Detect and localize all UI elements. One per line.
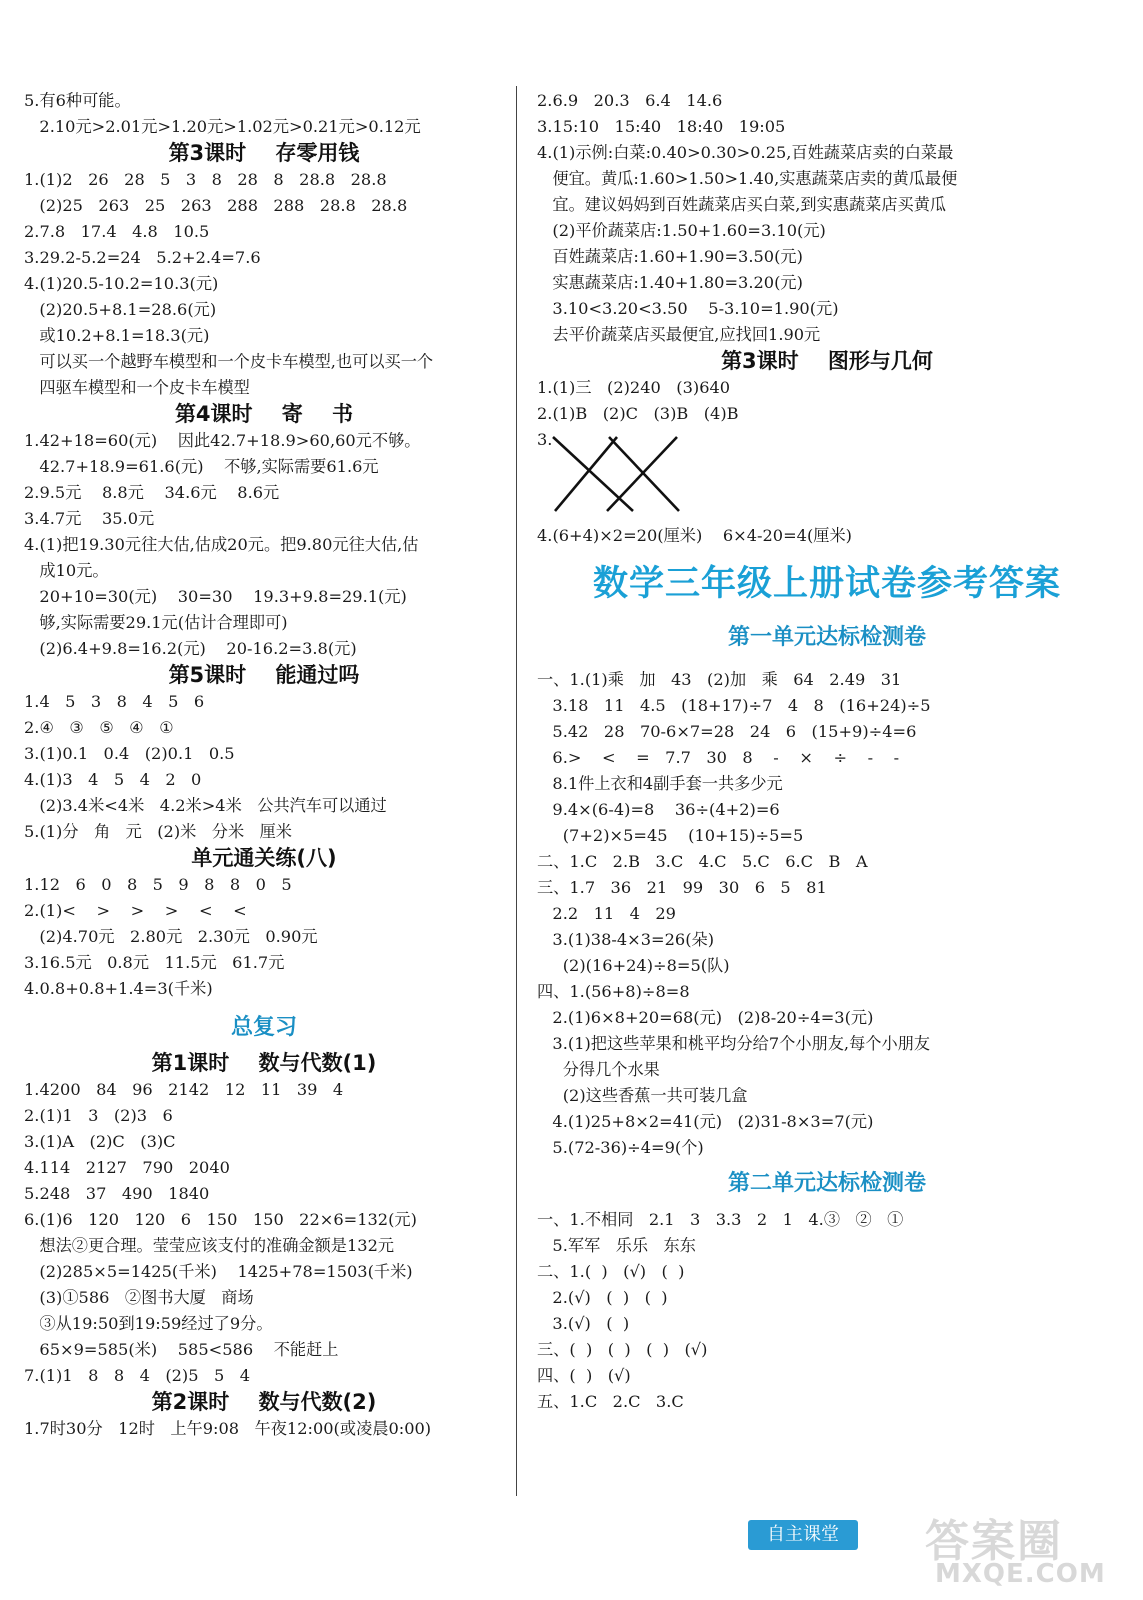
watermark-url: MXQE.COM	[935, 1559, 1106, 1589]
answer-line: 4.0.8+0.8+1.4=3(千米)	[24, 979, 213, 998]
answer-line: 或10.2+8.1=18.3(元)	[24, 326, 210, 345]
answer-line: 四、1.(56+8)÷8=8	[537, 982, 690, 1001]
answer-line: 3.(1)A (2)C (3)C	[24, 1132, 176, 1151]
answer-line: ③从19:50到19:59经过了9分。	[24, 1314, 273, 1333]
answer-line: 3.10<3.20<3.50 5-3.10=1.90(元)	[537, 299, 839, 318]
answer-line: 便宜。黄瓜:1.60>1.50>1.40,实惠蔬菜店卖的黄瓜最便	[537, 169, 958, 188]
answer-line: 8.1件上衣和4副手套一共多少元	[537, 774, 783, 793]
answer-line: 4.(1)示例:白菜:0.40>0.30>0.25,百姓蔬菜店卖的白菜最	[537, 143, 954, 162]
answer-line: (2)4.70元 2.80元 2.30元 0.90元	[24, 927, 318, 946]
answer-line: 成10元。	[24, 561, 109, 580]
answer-line: 3.(√) ( )	[537, 1314, 630, 1333]
answer-line: 5.42 28 70-6×7=28 24 6 (15+9)÷4=6	[537, 722, 917, 741]
answer-line: 2.(1)1 3 (2)3 6	[24, 1106, 173, 1125]
answer-line: 3.(1)把这些苹果和桃平均分给7个小朋友,每个小朋友	[537, 1034, 931, 1053]
answer-line: 去平价蔬菜店买最便宜,应找回1.90元	[537, 325, 821, 344]
answer-line: 3.16.5元 0.8元 11.5元 61.7元	[24, 953, 285, 972]
answer-line: (2)6.4+9.8=16.2(元) 20-16.2=3.8(元)	[24, 639, 357, 658]
lesson-heading: 第5课时 能通过吗	[168, 663, 360, 687]
answer-line: 可以买一个越野车模型和一个皮卡车模型,也可以买一个	[24, 352, 434, 371]
answer-line: 1.12 6 0 8 5 9 8 8 0 5	[24, 875, 292, 894]
answer-line: 65×9=585(米) 585<586 不能赶上	[24, 1340, 339, 1359]
answer-line: 1.(1)2 26 28 5 3 8 28 8 28.8 28.8	[24, 170, 387, 189]
answer-line: 分得几个水果	[537, 1060, 660, 1079]
answer-line: (2)285×5=1425(千米) 1425+78=1503(千米)	[24, 1262, 413, 1281]
answer-line: 4.(1)25+8×2=41(元) (2)31-8×3=7(元)	[537, 1112, 874, 1131]
answer-line: 2.9.5元 8.8元 34.6元 8.6元	[24, 483, 280, 502]
answer-line: 5.(1)分 角 元 (2)米 分米 厘米	[24, 822, 292, 841]
answer-line: 五、1.C 2.C 3.C	[537, 1392, 684, 1411]
answer-line: 1.7时30分 12时 上午9:08 午夜12:00(或凌晨0:00)	[24, 1419, 432, 1438]
answer-line: (2)平价蔬菜店:1.50+1.60=3.10(元)	[537, 221, 826, 240]
answer-line: (2)3.4米<4米 4.2米>4米 公共汽车可以通过	[24, 796, 387, 815]
watermark-logo	[925, 1505, 1135, 1595]
answer-line: 三、1.7 36 21 99 30 6 5 81	[537, 878, 827, 897]
answer-line: (2)(16+24)÷8=5(队)	[537, 956, 730, 975]
page-title: 数学三年级上册试卷参考答案	[592, 564, 1061, 604]
answer-line: 三、( ) ( ) ( ) (√)	[537, 1340, 708, 1359]
answer-line: 3.4.7元 35.0元	[24, 509, 155, 528]
lesson-heading: 第3课时 存零用钱	[168, 141, 360, 165]
answer-line: 2.10元>2.01元>1.20元>1.02元>0.21元>0.12元	[24, 117, 421, 136]
answer-line: 5.(72-36)÷4=9(个)	[537, 1138, 704, 1157]
lesson-heading: 第3课时 图形与几何	[721, 349, 933, 373]
answer-line: 3.29.2-5.2=24 5.2+2.4=7.6	[24, 248, 261, 267]
answer-line: 6.> < = 7.7 30 8 - × ÷ - -	[537, 748, 900, 767]
answer-line: 2.2 11 4 29	[537, 904, 676, 923]
cross-lines-graphic	[547, 427, 687, 523]
answer-line: 6.(1)6 120 120 6 150 150 22×6=132(元)	[24, 1210, 417, 1229]
answer-line: (2)25 263 25 263 288 288 28.8 28.8	[24, 196, 408, 215]
answer-line: 42.7+18.9=61.6(元) 不够,实际需要61.6元	[24, 457, 379, 476]
answer-line: 1.(1)三 (2)240 (3)640	[537, 378, 731, 397]
lesson-heading: 单元通关练(八)	[191, 846, 337, 870]
answer-line: 4.(1)把19.30元往大估,估成20元。把9.80元往大估,估	[24, 535, 419, 554]
answer-line: 2.(1)B (2)C (3)B (4)B	[537, 404, 739, 423]
answer-line: 4.(1)20.5-10.2=10.3(元)	[24, 274, 219, 293]
answer-line: (7+2)×5=45 (10+15)÷5=5	[537, 826, 804, 845]
answer-line: 二、1.C 2.B 3.C 4.C 5.C 6.C B A	[537, 852, 868, 871]
answer-line: 4.(6+4)×2=20(厘米) 6×4-20=4(厘米)	[537, 526, 852, 545]
answer-line: 1.4200 84 96 2142 12 11 39 4	[24, 1080, 344, 1099]
footer-brand-tag: 自主课堂	[748, 1520, 858, 1550]
section-title: 第一单元达标检测卷	[727, 625, 926, 650]
answer-line: 2.(1)< > > > < <	[24, 901, 247, 920]
section-title: 总复习	[230, 1015, 297, 1040]
right-column	[537, 88, 1117, 1415]
answer-line: 2.6.9 20.3 6.4 14.6	[537, 91, 723, 110]
section-title: 第二单元达标检测卷	[727, 1171, 926, 1196]
answer-line: (2)这些香蕉一共可装几盒	[537, 1086, 748, 1105]
answer-line: 宜。建议妈妈到百姓蔬菜店买白菜,到实惠蔬菜店买黄瓜	[537, 195, 947, 214]
answer-line: 3.15:10 15:40 18:40 19:05	[537, 117, 786, 136]
answer-line: 2.(1)6×8+20=68(元) (2)8-20÷4=3(元)	[537, 1008, 874, 1027]
answer-line: 9.4×(6-4)=8 36÷(4+2)=6	[537, 800, 780, 819]
answer-line: (2)20.5+8.1=28.6(元)	[24, 300, 217, 319]
watermark-text: 答案圈	[925, 1516, 1063, 1567]
answer-line: 2.④ ③ ⑤ ④ ①	[24, 718, 174, 737]
answer-line: 5.军军 乐乐 东东	[537, 1236, 696, 1255]
answer-line: 想法②更合理。莹莹应该支付的准确金额是132元	[24, 1236, 395, 1255]
answer-line: (3)①586 ②图书大厦 商场	[24, 1288, 254, 1307]
answer-line: 3.18 11 4.5 (18+17)÷7 4 8 (16+24)÷5	[537, 696, 931, 715]
answer-line: 一、1.(1)乘 加 43 (2)加 乘 64 2.49 31	[537, 670, 902, 689]
left-column	[24, 88, 504, 1442]
answer-line: 四、( ) (√)	[537, 1366, 631, 1385]
answer-line: 5.有6种可能。	[24, 91, 131, 110]
answer-line: 4.114 2127 790 2040	[24, 1158, 230, 1177]
answer-line: 1.42+18=60(元) 因此42.7+18.9>60,60元不够。	[24, 431, 421, 450]
answer-line: 3.(1)38-4×3=26(朵)	[537, 930, 715, 949]
answer-line: 7.(1)1 8 8 4 (2)5 5 4	[24, 1366, 251, 1385]
answer-line: 2.(√) ( ) ( )	[537, 1288, 668, 1307]
answer-line: 够,实际需要29.1元(估计合理即可)	[24, 613, 288, 632]
connector-line	[607, 437, 677, 511]
answer-line: 二、1.( ) (√) ( )	[537, 1262, 685, 1281]
answer-line: 四驱车模型和一个皮卡车模型	[24, 378, 250, 397]
lesson-heading: 第1课时 数与代数(1)	[151, 1051, 377, 1075]
answer-line: 2.7.8 17.4 4.8 10.5	[24, 222, 210, 241]
answer-line: 4.(1)3 4 5 4 2 0	[24, 770, 202, 789]
diagram-label: 3.	[537, 430, 553, 449]
answer-line: 1.4 5 3 8 4 5 6	[24, 692, 205, 711]
answer-line: 实惠蔬菜店:1.40+1.80=3.20(元)	[537, 273, 803, 292]
answer-line: 20+10=30(元) 30=30 19.3+9.8=29.1(元)	[24, 587, 407, 606]
answer-line: 5.248 37 490 1840	[24, 1184, 210, 1203]
lesson-heading: 第4课时 寄 书	[174, 402, 354, 426]
answer-line: 3.(1)0.1 0.4 (2)0.1 0.5	[24, 744, 235, 763]
answer-line: 一、1.不相同 2.1 3 3.3 2 1 4.③ ② ①	[537, 1210, 904, 1229]
lesson-heading: 第2课时 数与代数(2)	[151, 1390, 377, 1414]
column-divider	[516, 86, 517, 1496]
answer-line: 百姓蔬菜店:1.60+1.90=3.50(元)	[537, 247, 803, 266]
matching-diagram	[537, 427, 1117, 523]
